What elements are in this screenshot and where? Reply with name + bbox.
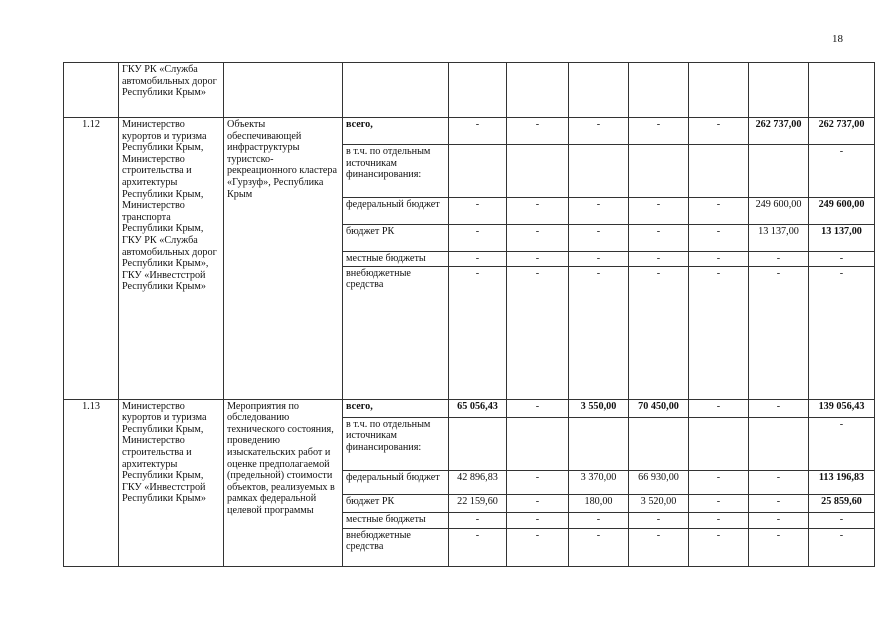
source-cell: бюджет РК xyxy=(343,225,449,252)
value-cell: 65 056,43 xyxy=(449,399,507,417)
value-cell: - xyxy=(689,198,749,225)
value-cell: - xyxy=(449,266,507,399)
value-cell: - xyxy=(629,118,689,145)
table-row xyxy=(64,63,875,118)
value-cell: - xyxy=(569,225,629,252)
value-cell xyxy=(749,145,809,198)
value-cell: - xyxy=(629,252,689,267)
value-cell: - xyxy=(507,512,569,528)
value-cell: - xyxy=(629,198,689,225)
value-cell: 22 159,60 xyxy=(449,494,507,512)
event-name-cell: Объекты обеспечивающей инфраструктуры туристско-рекреационного кластера «Гурзуф», Республика Крым xyxy=(224,118,343,400)
value-cell: - xyxy=(689,252,749,267)
value-cell: - xyxy=(689,512,749,528)
value-cell: - xyxy=(689,528,749,566)
value-cell xyxy=(449,417,507,470)
value-cell: 3 550,00 xyxy=(569,399,629,417)
table-row xyxy=(64,118,875,145)
value-cell: - xyxy=(809,417,875,470)
value-cell: 3 370,00 xyxy=(569,470,629,494)
value-cell: - xyxy=(749,252,809,267)
funding-table xyxy=(63,62,875,567)
table-row xyxy=(64,399,875,417)
value-cell: - xyxy=(809,252,875,267)
value-cell: 13 137,00 xyxy=(749,225,809,252)
source-cell: всего, xyxy=(343,399,449,417)
value-cell: - xyxy=(689,399,749,417)
value-cell: 70 450,00 xyxy=(629,399,689,417)
value-cell xyxy=(629,145,689,198)
value-cell: - xyxy=(749,494,809,512)
value-cell: - xyxy=(809,266,875,399)
empty-cell xyxy=(507,63,569,118)
executor-cell: ГКУ РК «Служба автомобильных дорог Республики Крым» xyxy=(119,63,224,118)
value-cell: - xyxy=(449,225,507,252)
event-name-cell: Мероприятия по обследованию технического состояния, проведению изыскательских работ и оценке предполагаемой (предельной) стоимости объектов, реализуемых в рамках федеральной целевой программы xyxy=(224,399,343,566)
source-cell: местные бюджеты xyxy=(343,252,449,267)
executor-cell: Министерство курортов и туризма Республики Крым, Министерство строительства и архитектуры Республики Крым, ГКУ «Инвестстрой Республики Крым» xyxy=(119,399,224,566)
value-cell: 42 896,83 xyxy=(449,470,507,494)
value-cell: - xyxy=(507,118,569,145)
value-cell: 180,00 xyxy=(569,494,629,512)
value-cell xyxy=(507,145,569,198)
empty-cell xyxy=(224,63,343,118)
source-cell: местные бюджеты xyxy=(343,512,449,528)
source-cell: бюджет РК xyxy=(343,494,449,512)
value-cell: 25 859,60 xyxy=(809,494,875,512)
empty-cell xyxy=(809,63,875,118)
value-cell xyxy=(689,417,749,470)
value-cell xyxy=(689,145,749,198)
value-cell: 262 737,00 xyxy=(749,118,809,145)
value-cell: - xyxy=(629,528,689,566)
value-cell xyxy=(507,417,569,470)
value-cell: 262 737,00 xyxy=(809,118,875,145)
value-cell xyxy=(569,417,629,470)
source-cell: в т.ч. по отдельным источникам финансирования: xyxy=(343,417,449,470)
table-body xyxy=(64,63,875,567)
source-cell: внебюджетные средства xyxy=(343,528,449,566)
row-number-cell: 1.13 xyxy=(64,399,119,566)
empty-cell xyxy=(689,63,749,118)
source-cell: всего, xyxy=(343,118,449,145)
value-cell: - xyxy=(507,399,569,417)
value-cell: - xyxy=(809,512,875,528)
value-cell: - xyxy=(569,252,629,267)
value-cell: - xyxy=(569,512,629,528)
value-cell: - xyxy=(629,225,689,252)
value-cell: 249 600,00 xyxy=(809,198,875,225)
value-cell: - xyxy=(569,198,629,225)
value-cell: 66 930,00 xyxy=(629,470,689,494)
value-cell: - xyxy=(689,494,749,512)
value-cell: - xyxy=(629,266,689,399)
source-cell: в т.ч. по отдельным источникам финансирования: xyxy=(343,145,449,198)
value-cell: - xyxy=(629,512,689,528)
value-cell: - xyxy=(507,252,569,267)
empty-cell xyxy=(569,63,629,118)
value-cell: - xyxy=(809,145,875,198)
value-cell: 13 137,00 xyxy=(809,225,875,252)
value-cell: - xyxy=(449,528,507,566)
value-cell: 139 056,43 xyxy=(809,399,875,417)
empty-cell xyxy=(449,63,507,118)
value-cell: - xyxy=(689,118,749,145)
value-cell: 249 600,00 xyxy=(749,198,809,225)
value-cell: - xyxy=(507,470,569,494)
value-cell: - xyxy=(449,252,507,267)
value-cell: 113 196,83 xyxy=(809,470,875,494)
value-cell xyxy=(449,145,507,198)
value-cell: - xyxy=(507,266,569,399)
value-cell: - xyxy=(749,266,809,399)
value-cell: - xyxy=(749,399,809,417)
empty-cell xyxy=(343,63,449,118)
value-cell: - xyxy=(507,528,569,566)
value-cell xyxy=(629,417,689,470)
value-cell xyxy=(569,145,629,198)
value-cell: - xyxy=(507,225,569,252)
executor-cell: Министерство курортов и туризма Республики Крым, Министерство строительства и архитектуры Республики Крым, Министерство транспорта Республики Крым, ГКУ РК «Служба автомобильных дорог Республики Крым», ГКУ «Инвестстрой Республики Крым» xyxy=(119,118,224,400)
source-cell: внебюджетные средства xyxy=(343,266,449,399)
value-cell: - xyxy=(569,118,629,145)
value-cell: - xyxy=(569,528,629,566)
empty-cell xyxy=(749,63,809,118)
value-cell: - xyxy=(689,266,749,399)
row-number-cell xyxy=(64,63,119,118)
source-cell: федеральный бюджет xyxy=(343,198,449,225)
value-cell: - xyxy=(449,198,507,225)
source-cell: федеральный бюджет xyxy=(343,470,449,494)
value-cell: - xyxy=(449,512,507,528)
value-cell: - xyxy=(689,225,749,252)
value-cell: - xyxy=(507,198,569,225)
value-cell: - xyxy=(569,266,629,399)
value-cell: - xyxy=(749,470,809,494)
value-cell: - xyxy=(749,528,809,566)
value-cell: 3 520,00 xyxy=(629,494,689,512)
value-cell xyxy=(749,417,809,470)
value-cell: - xyxy=(689,470,749,494)
page-number: 18 xyxy=(832,33,843,45)
value-cell: - xyxy=(749,512,809,528)
value-cell: - xyxy=(809,528,875,566)
value-cell: - xyxy=(507,494,569,512)
value-cell: - xyxy=(449,118,507,145)
row-number-cell: 1.12 xyxy=(64,118,119,400)
empty-cell xyxy=(629,63,689,118)
